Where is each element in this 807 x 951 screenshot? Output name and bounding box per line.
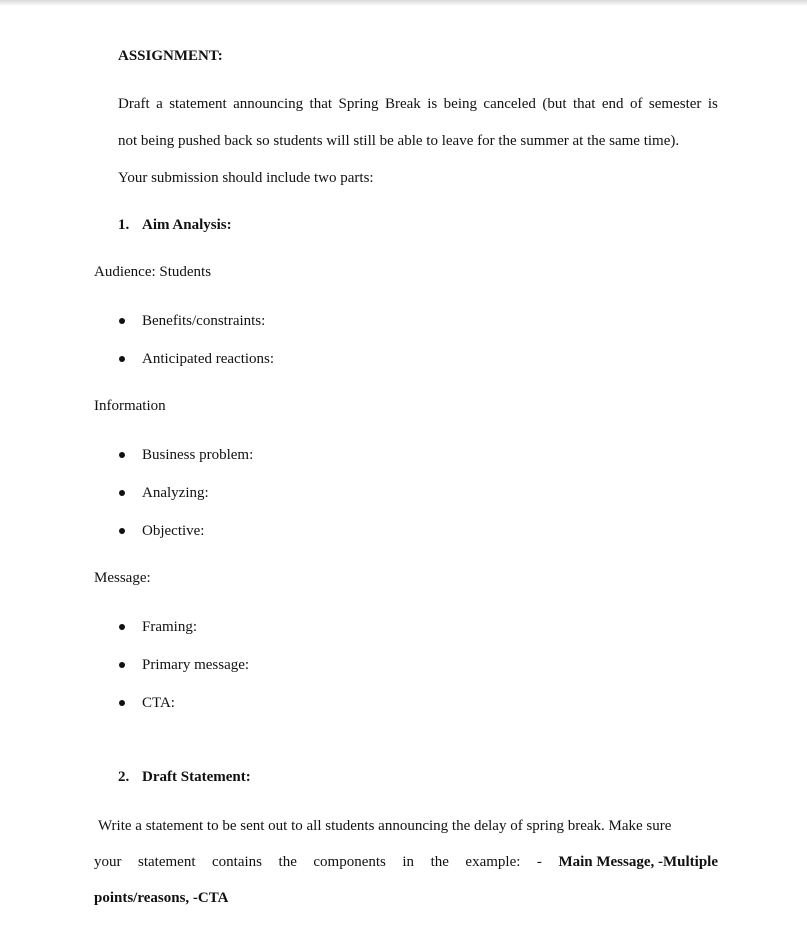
draft-word: example: — [465, 854, 521, 870]
draft-word: the — [430, 854, 449, 870]
page-top-shadow — [0, 0, 807, 6]
draft-line-2 — [94, 852, 718, 872]
intro-word: semester — [648, 96, 702, 112]
intro-word: is — [707, 96, 718, 112]
draft-word: statement — [138, 854, 196, 870]
bullet-dot — [119, 700, 125, 706]
bullet-dot — [119, 318, 125, 324]
bullet-dot — [119, 356, 125, 362]
message-item: CTA: — [142, 695, 175, 711]
information-label: Information — [94, 398, 166, 414]
draft-line-1: Write a statement to be sent out to all students announcing the delay of spring break. Make sure — [98, 818, 672, 834]
message-item: Primary message: — [142, 657, 250, 673]
audience-label: Audience: Students — [94, 264, 212, 280]
intro-word: (but — [542, 96, 567, 112]
intro-word: end — [601, 96, 624, 112]
intro-word: is — [427, 96, 438, 112]
audience-item: Benefits/constraints: — [142, 313, 266, 329]
draft-word: - — [536, 854, 542, 870]
draft-word: your — [94, 854, 122, 870]
bullet-dot — [119, 490, 125, 496]
draft-bold-components: Main Message, -Multiple — [558, 854, 718, 870]
intro-word: of — [629, 96, 643, 112]
intro-line-1 — [118, 94, 718, 114]
part1-title: Aim Analysis: — [142, 217, 232, 233]
intro-line-3: Your submission should include two parts: — [118, 170, 374, 186]
intro-word: Draft — [118, 96, 150, 112]
bullet-dot — [119, 624, 125, 630]
information-item: Analyzing: — [142, 485, 209, 501]
intro-word: canceled — [483, 96, 536, 112]
intro-line-2: not being pushed back so students will still be able to leave for the summer at the same time). — [118, 133, 680, 149]
assignment-heading: ASSIGNMENT: — [118, 48, 223, 64]
draft-word: in — [402, 854, 415, 870]
intro-word: Spring — [338, 96, 379, 112]
intro-word: announcing — [233, 96, 304, 112]
intro-word: a — [156, 96, 163, 112]
draft-word: contains — [212, 854, 263, 870]
information-item: Business problem: — [142, 447, 254, 463]
message-label: Message: — [94, 570, 151, 586]
message-item: Framing: — [142, 619, 197, 635]
intro-word: statement — [169, 96, 227, 112]
bullet-dot — [119, 528, 125, 534]
intro-word: that — [309, 96, 333, 112]
part1-number: 1. — [118, 217, 130, 233]
bullet-dot — [119, 452, 125, 458]
information-item: Objective: — [142, 523, 205, 539]
intro-word: being — [443, 96, 477, 112]
intro-word: that — [572, 96, 596, 112]
draft-word: components — [313, 854, 386, 870]
bullet-dot — [119, 662, 125, 668]
part2-number: 2. — [118, 769, 130, 785]
audience-item: Anticipated reactions: — [142, 351, 275, 367]
draft-word: the — [278, 854, 297, 870]
part2-title: Draft Statement: — [142, 769, 251, 785]
intro-word: Break — [384, 96, 421, 112]
draft-line-3: points/reasons, -CTA — [94, 890, 229, 906]
